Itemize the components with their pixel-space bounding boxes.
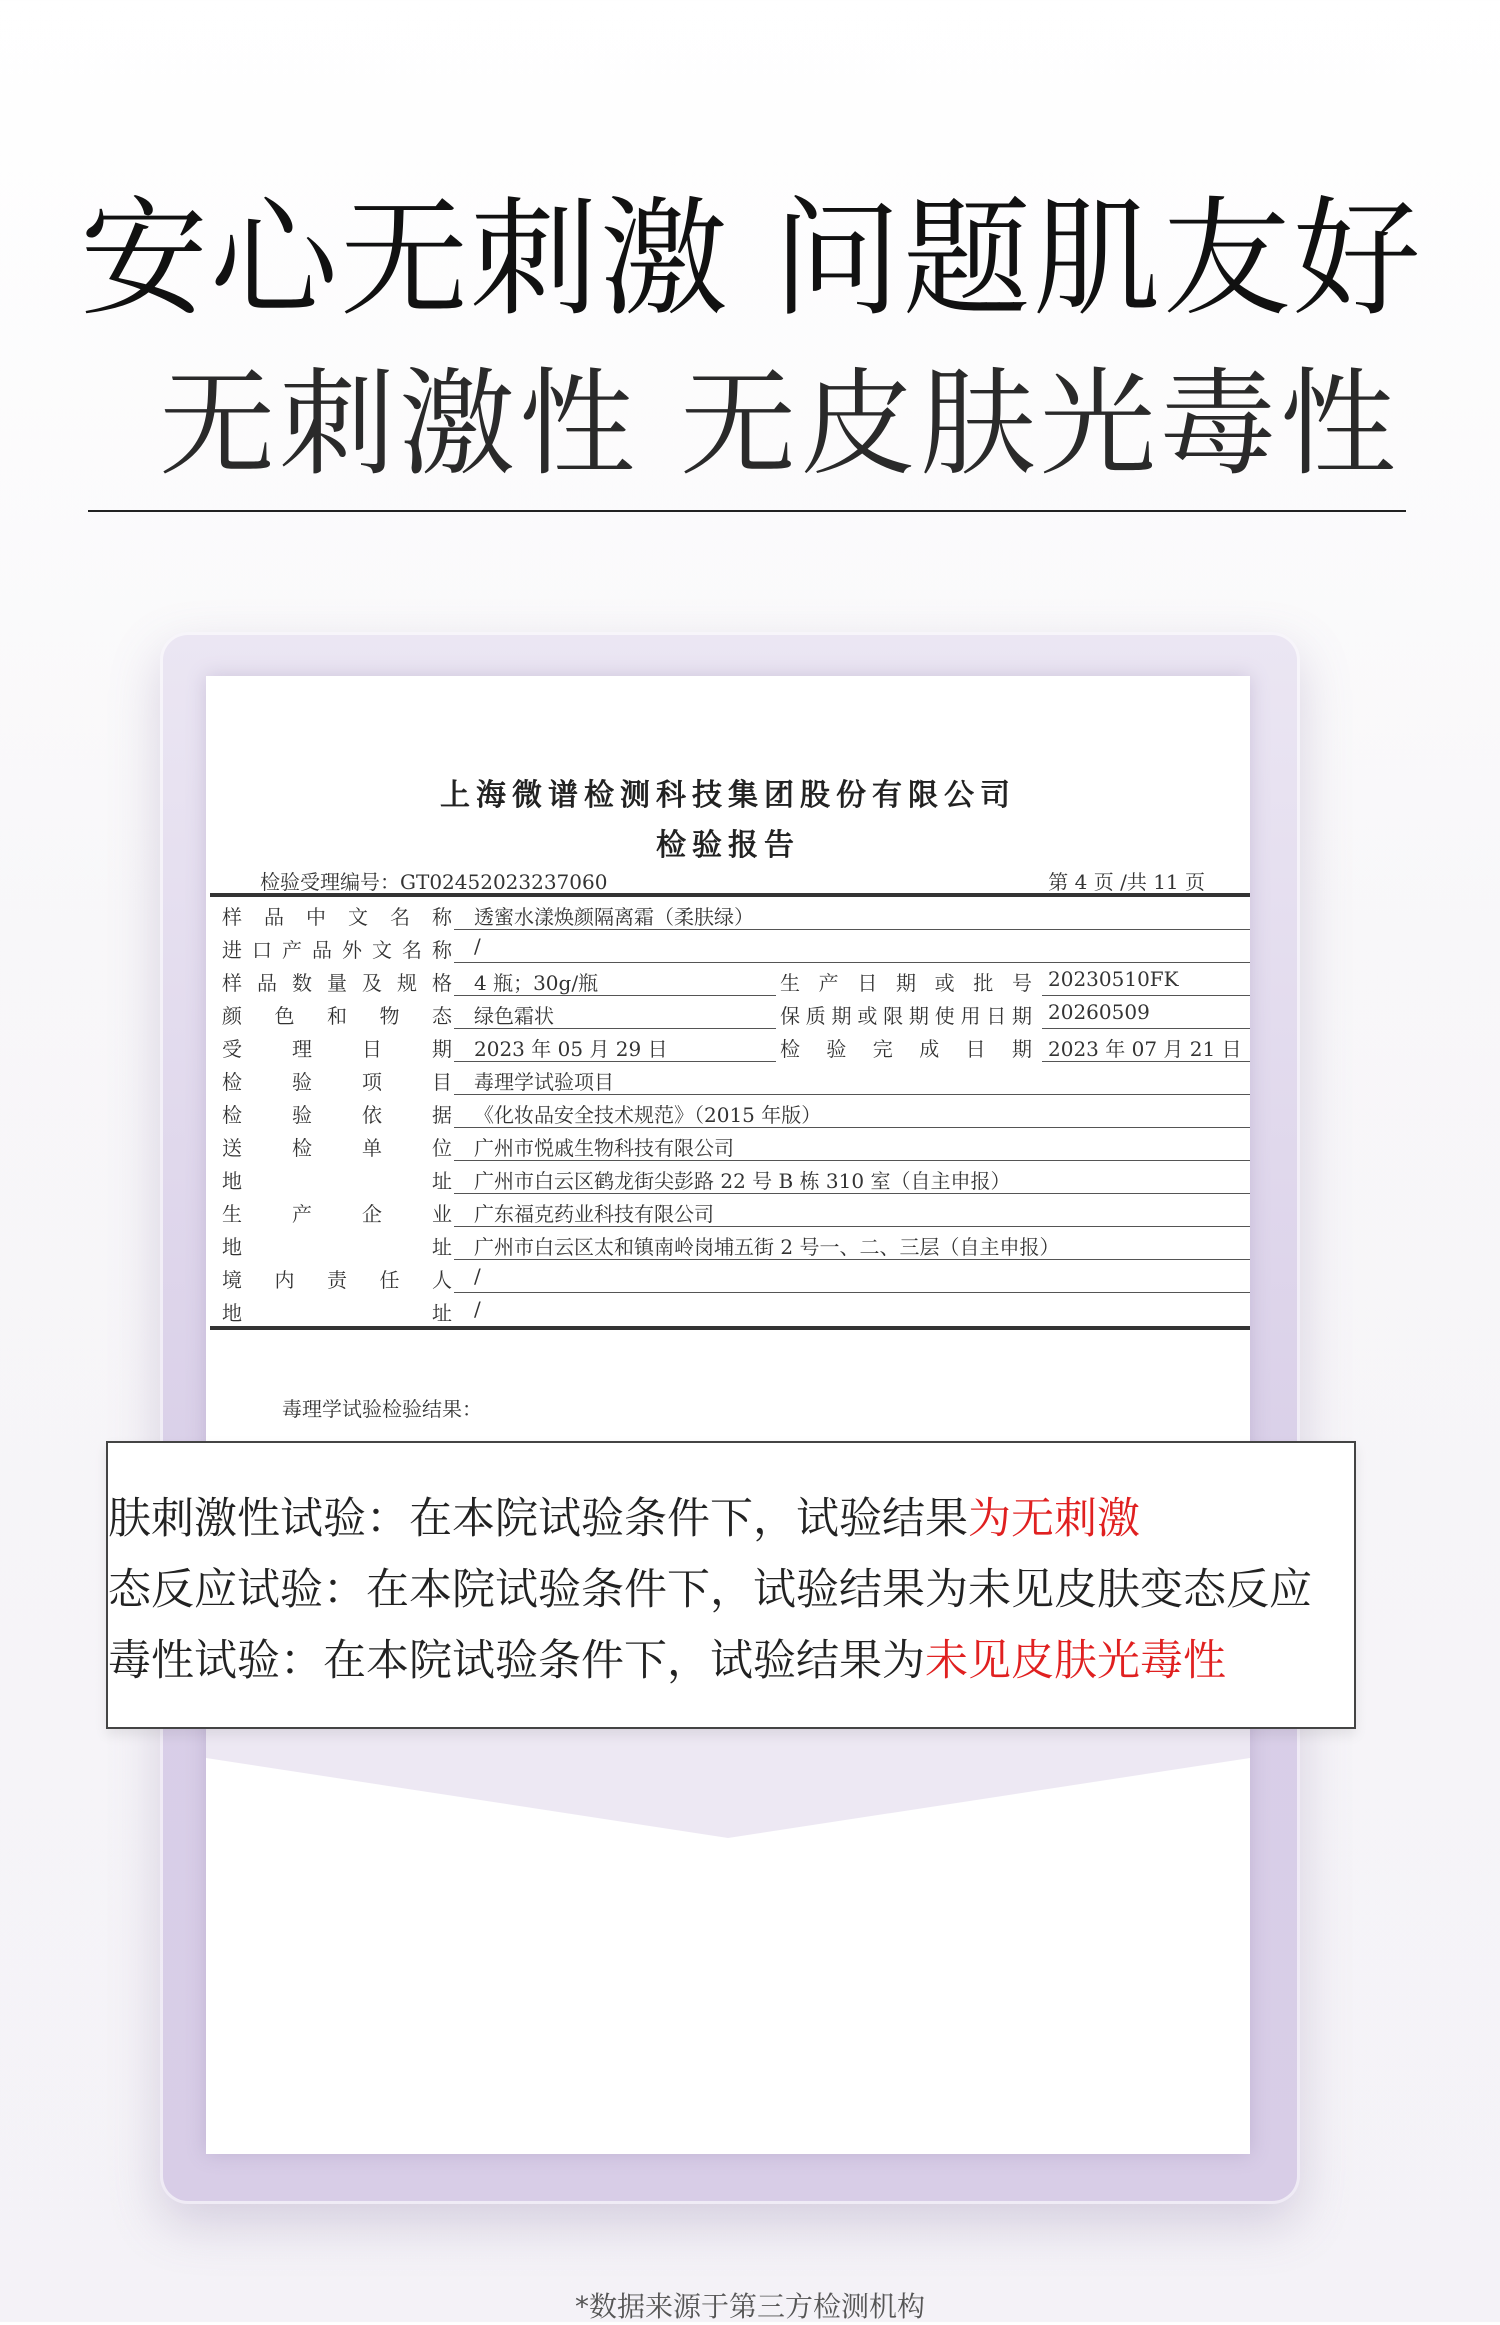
row-value: 广州市悦戚生物科技有限公司 xyxy=(474,1136,734,1160)
row-label: 生产企业 xyxy=(222,1202,452,1226)
row-value: 毒理学试验项目 xyxy=(474,1070,614,1094)
table-row xyxy=(210,963,1250,996)
divider xyxy=(88,510,1406,512)
table-row xyxy=(210,1194,1250,1227)
row-label: 地址 xyxy=(222,1235,452,1259)
row-value-secondary: 2023 年 07 月 21 日 xyxy=(1048,1037,1242,1061)
row-label: 检验依据 xyxy=(222,1103,452,1127)
row-value: / xyxy=(474,1264,481,1288)
row-label: 地址 xyxy=(222,1169,452,1193)
report-title: 检验报告 xyxy=(656,828,800,863)
page-number: 第 4 页 /共 11 页 xyxy=(1048,870,1205,894)
result-text: 毒性试验：在本院试验条件下，试验结果为 xyxy=(108,1636,925,1686)
result-text: 态反应试验：在本院试验条件下，试验结果为未见皮肤变态反应 xyxy=(108,1565,1312,1615)
row-label-secondary: 生产日期或批号 xyxy=(780,971,1032,995)
result-line xyxy=(108,1627,1226,1688)
row-value: 广州市白云区太和镇南岭岗埔五街 2 号一、二、三层（自主申报） xyxy=(474,1235,1060,1259)
results-section-label: 毒理学试验检验结果： xyxy=(282,1397,482,1421)
row-label: 样品数量及规格 xyxy=(222,971,452,995)
result-line xyxy=(108,1485,1140,1546)
acceptance-number: 检验受理编号：GT02452023237060 xyxy=(260,870,608,894)
table-row xyxy=(210,1029,1250,1062)
row-label: 样品中文名称 xyxy=(222,905,452,929)
row-value: 绿色霜状 xyxy=(474,1004,554,1028)
result-line xyxy=(108,1556,1312,1617)
row-label: 检验项目 xyxy=(222,1070,452,1094)
row-label-secondary: 检验完成日期 xyxy=(780,1037,1032,1061)
row-value: / xyxy=(474,934,481,958)
table-row xyxy=(210,1260,1250,1293)
row-value: 《化妆品安全技术规范》（2015 年版） xyxy=(474,1103,822,1127)
chevron-fold-shape xyxy=(206,1720,1250,1840)
table-row xyxy=(210,1062,1250,1095)
result-text: 肤刺激性试验：在本院试验条件下，试验结果 xyxy=(108,1494,968,1544)
table-row xyxy=(210,1161,1250,1194)
row-value: / xyxy=(474,1297,481,1321)
result-highlight: 未见皮肤光毒性 xyxy=(925,1636,1226,1686)
row-value: 广州市白云区鹤龙街尖彭路 22 号 B 栋 310 室（自主申报） xyxy=(474,1169,1011,1193)
results-callout xyxy=(106,1441,1356,1729)
table-row xyxy=(210,1293,1250,1326)
row-label: 境内责任人 xyxy=(222,1268,452,1292)
table-row xyxy=(210,1128,1250,1161)
row-label: 送检单位 xyxy=(222,1136,452,1160)
report-info-table xyxy=(210,893,1250,1330)
table-row xyxy=(210,930,1250,963)
row-label: 颜色和物态 xyxy=(222,1004,452,1028)
table-row xyxy=(210,1095,1250,1128)
table-row xyxy=(210,897,1250,930)
report-company: 上海微谱检测科技集团股份有限公司 xyxy=(440,778,1016,813)
row-value: 广东福克药业科技有限公司 xyxy=(474,1202,714,1226)
page-subtitle: 无刺激性 无皮肤光毒性 xyxy=(159,357,1400,492)
result-highlight: 为无刺激 xyxy=(968,1494,1140,1544)
row-value-secondary: 20230510FK xyxy=(1048,967,1179,991)
row-label: 进口产品外文名称 xyxy=(222,938,452,962)
row-value: 2023 年 05 月 29 日 xyxy=(474,1037,668,1061)
row-value: 透蜜水漾焕颜隔离霜（柔肤绿） xyxy=(474,905,754,929)
row-label: 地址 xyxy=(222,1301,452,1325)
table-row xyxy=(210,996,1250,1029)
row-label: 受理日期 xyxy=(222,1037,452,1061)
source-footnote: *数据来源于第三方检测机构 xyxy=(574,2290,925,2323)
page-title: 安心无刺激 问题肌友好 xyxy=(80,185,1423,334)
row-value-secondary: 20260509 xyxy=(1048,1000,1150,1024)
row-value: 4 瓶；30g/瓶 xyxy=(474,971,599,995)
row-label-secondary: 保质期或限期使用日期 xyxy=(780,1004,1032,1028)
table-row xyxy=(210,1227,1250,1260)
